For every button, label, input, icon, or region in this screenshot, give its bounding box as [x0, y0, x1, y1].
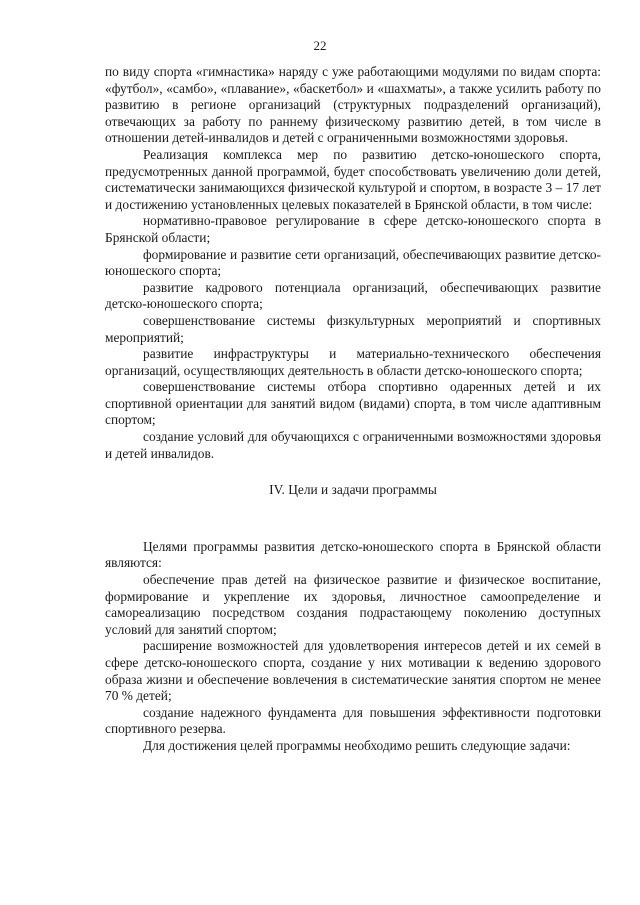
paragraph-goals-intro: Целями программы развития детско-юношеского спорта в Брянской области являются: [105, 538, 601, 571]
list-item: создание условий для обучающихся с ограниченными возможностями здоровья и детей инвалидов. [105, 429, 601, 461]
list-item: расширение возможностей для удовлетворения интересов детей и их семей в сфере детско-юношеского спорта, создание у них мотивации к ведению здорового образа жизни и обеспечение вовлечения в систематические занятия спортом не менее 70 % детей; [105, 638, 601, 704]
list-item: нормативно-правовое регулирование в сфере детско-юношеского спорта в Брянской области; [105, 213, 601, 245]
page-number: 22 [313, 38, 327, 53]
list-item: обеспечение прав детей на физическое развитие и физическое воспитание, формирование и укрепление их здоровья, личностное самоопределение и самореализацию посредством создания подрастающему поколению доступных условий для занятий спортом; [105, 572, 601, 637]
paragraph-implementation: Реализация комплекса мер по развитию детско-юношеского спорта, предусмотренных данной программой, будет способствовать увеличению доли детей, систематически занимающихся физической культурой и спортом, в возрасте 3 – 17 лет и достижению установленных целевых показателей в Брянской области, в том числе: [105, 146, 601, 212]
list-item: формирование и развитие сети организаций, обеспечивающих развитие детско-юношеского спорта; [105, 246, 601, 279]
list-item: развитие кадрового потенциала организаций, обеспечивающих развитие детско-юношеского спорта; [105, 279, 601, 312]
list-item: развитие инфраструктуры и материально-технического обеспечения организаций, осуществляющих деятельность в области детско-юношеского спорта; [105, 346, 601, 378]
paragraph-continuation: по виду спорта «гимнастика» наряду с уже работающими модулями по видам спорта: «футбол», «самбо», «плавание», «баскетбол» и «шахматы», а также усилить работу по развитию в регионе организаций (структурных подразделений организаций), отвечающих за работу по раннему физическому развитию детей, в том числе в отношении детей-инвалидов и детей с ограниченными возможностями здоровья. [105, 64, 601, 146]
document-body [105, 64, 601, 755]
list-item: совершенствование системы отбора спортивно одаренных детей и их спортивной ориентации для занятий видом (видами) спорта, в том числе адаптивным спортом; [105, 379, 601, 428]
section-heading: IV. Цели и задачи программы [269, 482, 437, 498]
list-item: создание надежного фундамента для повышения эффективности подготовки спортивного резерва. [105, 704, 601, 737]
paragraph-tasks-intro: Для достижения целей программы необходимо решить следующие задачи: [143, 737, 571, 753]
list-item: совершенствование системы физкультурных мероприятий и спортивных мероприятий; [105, 312, 601, 345]
